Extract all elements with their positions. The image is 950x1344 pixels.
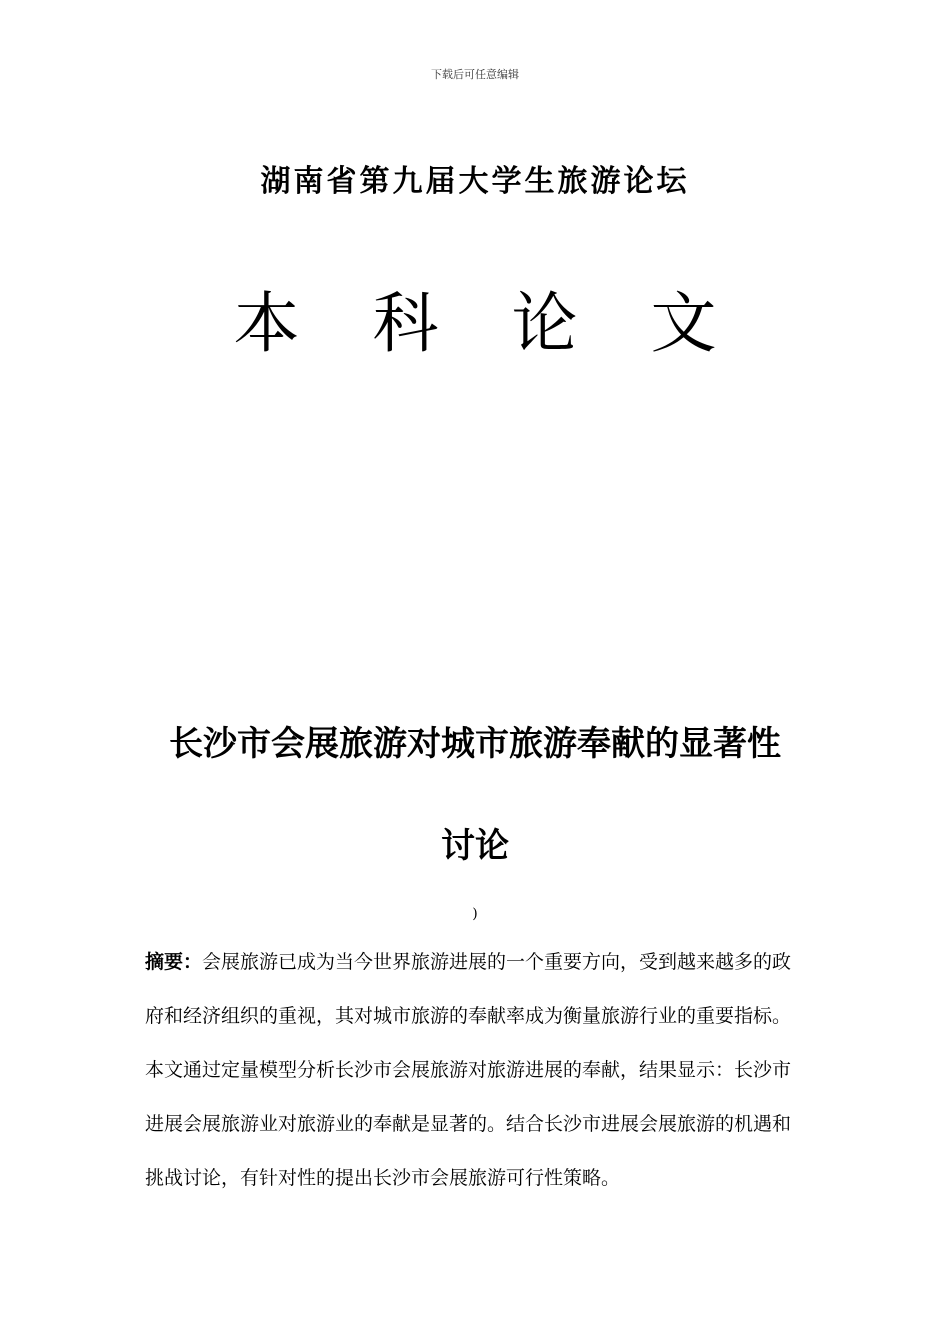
abstract-line-2: 府和经济组织的重视，其对城市旅游的奉献率成为衡量旅游行业的重要指标。: [145, 1005, 792, 1027]
forum-title: 湖南省第九届大学生旅游论坛: [260, 164, 690, 199]
thesis-title-line-1: 长沙市会展旅游对城市旅游奉献的显著性: [169, 724, 781, 764]
abstract-line-5: 挑战讨论，有针对性的提出长沙市会展旅游可行性策略。: [145, 1167, 621, 1189]
abstract-line-4: 进展会展旅游业对旅游业的奉献是显著的。结合长沙市进展会展旅游的机遇和: [145, 1113, 792, 1135]
abstract-line-1: [145, 944, 809, 998]
header-note: 下载后可任意编辑: [431, 68, 519, 81]
abstract: [145, 944, 809, 1214]
degree-title: 本 科 论 文: [233, 285, 743, 362]
abstract-text-1: 会展旅游已成为当今世界旅游进展的一个重要方向，受到越来越多的政: [202, 951, 792, 973]
paren-mark: ): [472, 906, 478, 922]
abstract-label: 摘要：: [145, 951, 203, 973]
thesis-title-line-2: 讨论: [441, 826, 509, 866]
abstract-line-3: 本文通过定量模型分析长沙市会展旅游对旅游进展的奉献，结果显示：长沙市: [145, 1059, 792, 1081]
